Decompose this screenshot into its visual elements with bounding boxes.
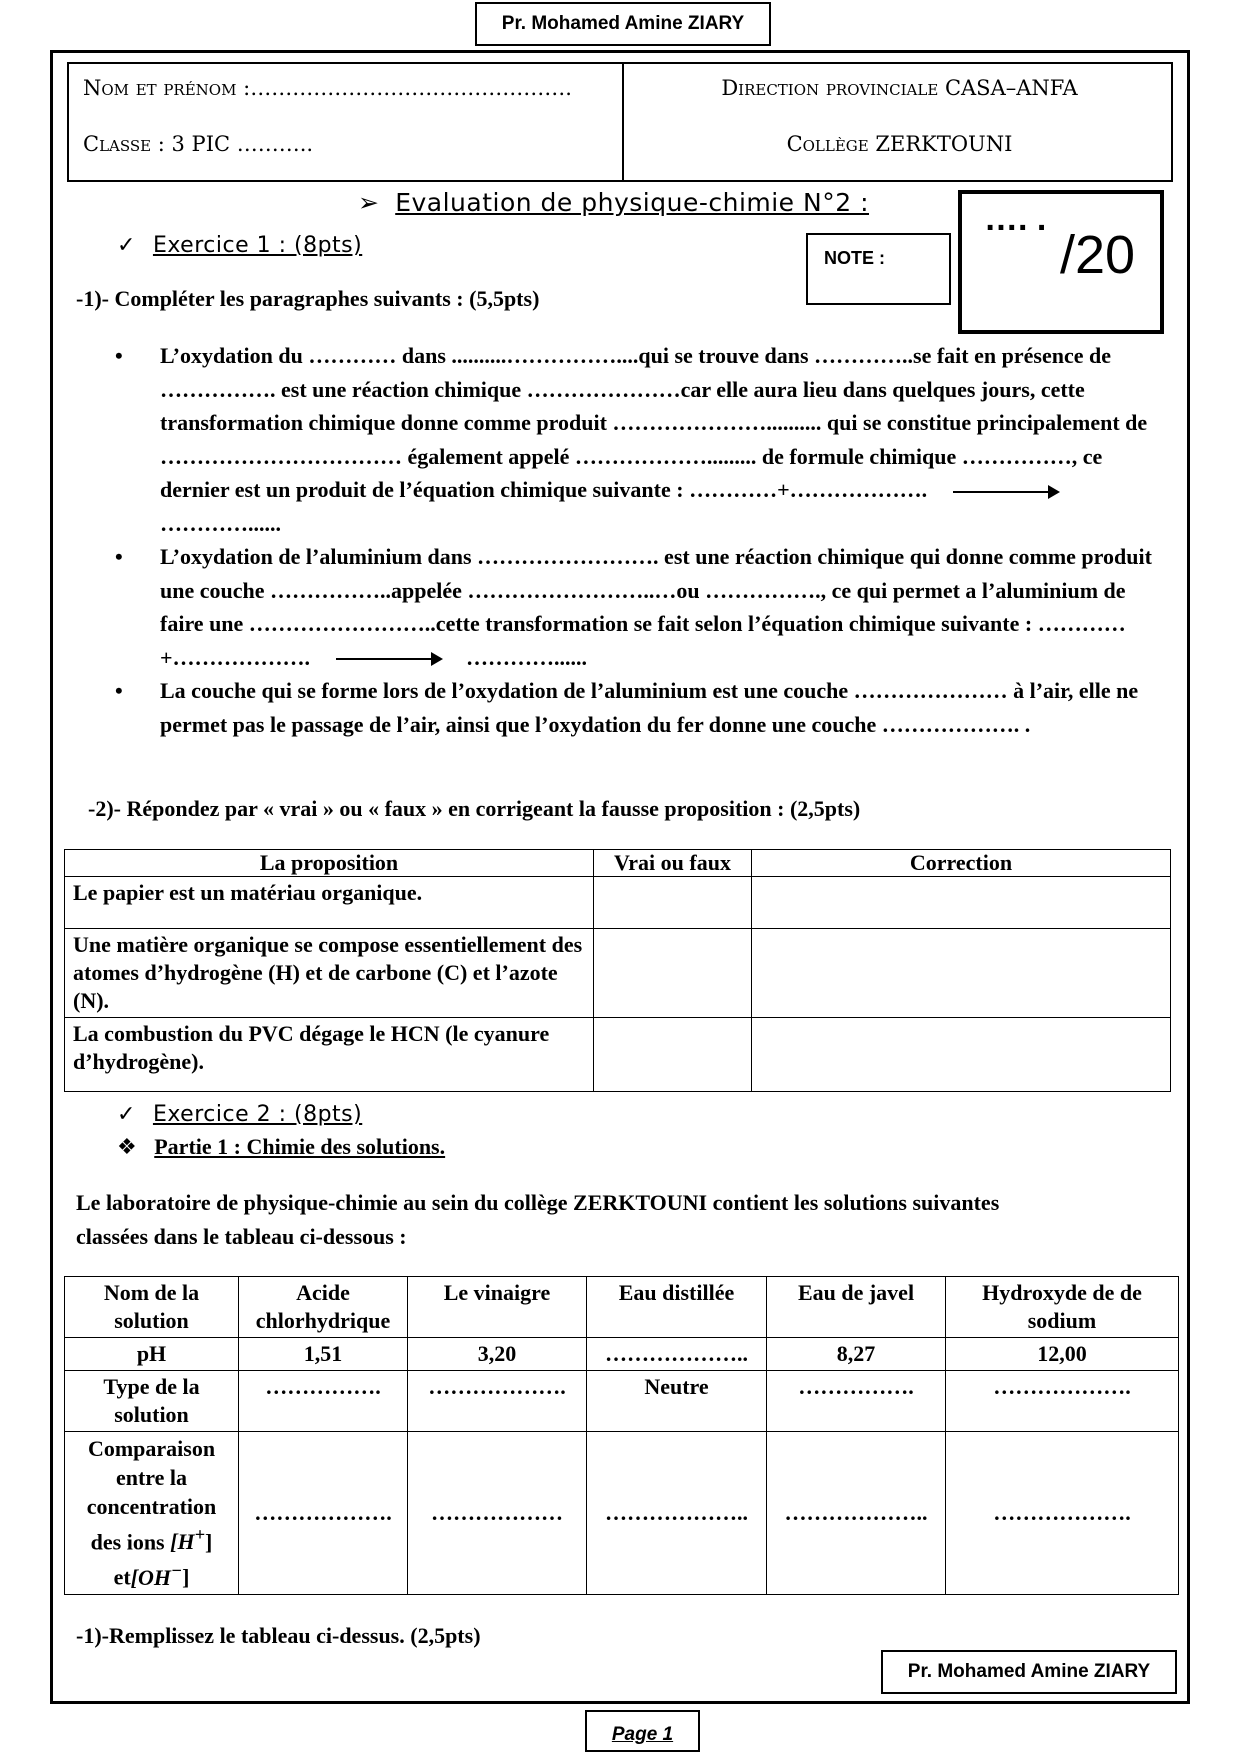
comparison-blank[interactable]: ………………. — [239, 1432, 408, 1595]
ph-value: 3,20 — [408, 1338, 587, 1371]
header-correction: Correction — [752, 850, 1171, 877]
correction-cell[interactable] — [752, 929, 1171, 1018]
exercise-2-heading — [117, 1101, 362, 1127]
exercise-1-heading — [117, 232, 362, 258]
type-label: Type de la solution — [65, 1371, 239, 1432]
answer-cell[interactable] — [594, 929, 752, 1018]
author-name-bottom: Pr. Mohamed Amine ZIARY — [907, 1661, 1151, 1682]
exercise-2-question-1: -1)-Remplissez le tableau ci-dessus. (2,5pts) — [76, 1623, 481, 1648]
table-header-row — [65, 850, 1171, 877]
right-arrow-icon — [953, 491, 1058, 493]
college-label: Collège ZERKTOUNI — [786, 132, 1013, 156]
proposition-cell: La combustion du PVC dégage le HCN (le cyanure d’hydrogène). — [65, 1018, 594, 1092]
right-arrow-icon — [336, 658, 441, 660]
type-blank[interactable]: ………………. — [946, 1371, 1179, 1432]
type-row — [65, 1371, 1179, 1432]
solution-name: Acide chlorhydrique — [239, 1277, 408, 1338]
ph-value: 12,00 — [946, 1338, 1179, 1371]
ph-value-blank[interactable]: ……………….. — [587, 1338, 767, 1371]
direction-label: Direction provinciale CASA–ANFA — [721, 76, 1078, 100]
col-header-solution: Nom de la solution — [65, 1277, 239, 1338]
solutions-table — [64, 1276, 1179, 1595]
author-name-top: Pr. Mohamed Amine ZIARY — [501, 13, 745, 34]
paragraph-2-product: …………...... — [466, 644, 588, 670]
answer-cell[interactable] — [594, 877, 752, 929]
part-1-heading — [117, 1134, 445, 1160]
comparison-blank[interactable]: ……………….. — [587, 1432, 767, 1595]
exercise-2-intro: Le laboratoire de physique-chimie au sein du collège ZERKTOUNI contient les solutions suivantes classées dans le tableau ci-dessous : — [76, 1190, 1000, 1249]
solution-name: Hydroxyde de de sodium — [946, 1277, 1179, 1338]
paragraph-iron-oxidation[interactable] — [115, 339, 1170, 540]
ph-value: 1,51 — [239, 1338, 408, 1371]
header-proposition: La proposition — [65, 850, 594, 877]
paragraph-aluminium-oxidation[interactable] — [115, 540, 1170, 674]
type-blank[interactable]: ……………. — [239, 1371, 408, 1432]
table-row — [65, 1018, 1171, 1092]
arrow-bullet-icon: ➢ — [358, 190, 379, 217]
class-field[interactable]: Classe : 3 PIC ……….. — [83, 132, 314, 156]
score-total: /20 — [1060, 225, 1136, 285]
comparison-row — [65, 1432, 1179, 1595]
header-box — [67, 62, 1173, 182]
student-name-field[interactable]: Nom et prénom :………………………………………. — [83, 76, 572, 100]
paragraph-2-text: L’oxydation de l’aluminium dans ……………………. est une réaction chimique qui donne comme produit une couche ……………..appelée ……………………..…ou ……………., ce qui permet a l’aluminium de faire une ……………………..cette transformation se fait selon l’équation chimique suivante : …………+………………. — [160, 544, 1152, 670]
comparison-blank[interactable]: ……………… — [408, 1432, 587, 1595]
comparison-label: Comparaison entre la concentration des ions [H+] et[OH−] — [65, 1432, 239, 1595]
proposition-cell: Une matière organique se compose essentiellement des atomes d’hydrogène (H) et de carbone (C) et l’azote (N). — [65, 929, 594, 1018]
note-box — [806, 233, 951, 305]
type-blank[interactable]: ………………. — [408, 1371, 587, 1432]
fill-paragraphs — [115, 339, 1170, 741]
ph-row — [65, 1338, 1179, 1371]
ph-label: pH — [65, 1338, 239, 1371]
true-false-table — [64, 849, 1171, 1092]
page-number-box — [585, 1710, 700, 1752]
header-true-false: Vrai ou faux — [594, 850, 752, 877]
solution-name: Eau de javel — [767, 1277, 946, 1338]
comparison-blank[interactable]: ……………….. — [767, 1432, 946, 1595]
note-label: NOTE : — [824, 248, 885, 268]
diamond-bullet-icon: ❖ — [117, 1134, 137, 1159]
solution-name: Le vinaigre — [408, 1277, 587, 1338]
paragraph-1-product: …………...... — [160, 510, 281, 536]
h-ion-label: [H — [170, 1529, 195, 1555]
ph-value: 8,27 — [767, 1338, 946, 1371]
type-blank[interactable]: ……………. — [767, 1371, 946, 1432]
question-1: -1)- Compléter les paragraphes suivants : (5,5pts) — [76, 286, 540, 311]
table-row — [65, 929, 1171, 1018]
title-text: Evaluation de physique-chimie N°2 : — [395, 188, 869, 217]
solution-name: Eau distillée — [587, 1277, 767, 1338]
exercise-1-title: Exercice 1 : (8pts) — [152, 233, 363, 258]
type-value: Neutre — [587, 1371, 767, 1432]
part-1-title: Partie 1 : Chimie des solutions. — [154, 1134, 446, 1159]
proposition-cell: Le papier est un matériau organique. — [65, 877, 594, 929]
page-number: Page 1 — [611, 1724, 674, 1745]
answer-cell[interactable] — [594, 1018, 752, 1092]
author-box-top — [475, 2, 771, 46]
oh-ion-label: [OH — [130, 1564, 171, 1590]
solution-names-row — [65, 1277, 1179, 1338]
question-2: -2)- Répondez par « vrai » ou « faux » en corrigeant la fausse proposition : (2,5pts) — [88, 796, 861, 821]
author-box-bottom — [881, 1650, 1177, 1694]
table-row — [65, 877, 1171, 929]
correction-cell[interactable] — [752, 877, 1171, 929]
score-dots[interactable]: …. . — [984, 200, 1047, 238]
correction-cell[interactable] — [752, 1018, 1171, 1092]
comparison-label-text: Comparaison entre la concentration des ions — [86, 1436, 217, 1555]
paragraph-3-text: La couche qui se forme lors de l’oxydation de l’aluminium est une couche ………………… à l’air, elle ne permet pas le passage de l’air, ainsi que l’oxydation du fer donne une couche ………………. . — [160, 678, 1139, 737]
paragraph-layer[interactable] — [115, 674, 1170, 741]
comparison-blank[interactable]: ………………. — [946, 1432, 1179, 1595]
paragraph-1-text: L’oxydation du ………… dans ..........……………....qui se trouve dans …………..se fait en présence de ……………. est une réaction chimique …………………car elle aura lieu dans quelques jours, cette transformation chimique donne comme produit ………………….......... qui se constitue principalement de …………………………… également appelé ………………......... de formule chimique ……………, ce dernier est un produit de l’équation chimique suivante : …………+………………. — [160, 343, 1148, 502]
evaluation-title — [358, 188, 869, 218]
checkmark-icon: ✓ — [117, 1101, 136, 1126]
score-box — [958, 190, 1164, 334]
and-label: et — [113, 1564, 131, 1590]
checkmark-icon: ✓ — [117, 232, 136, 257]
exercise-2-title: Exercice 2 : (8pts) — [152, 1102, 363, 1127]
